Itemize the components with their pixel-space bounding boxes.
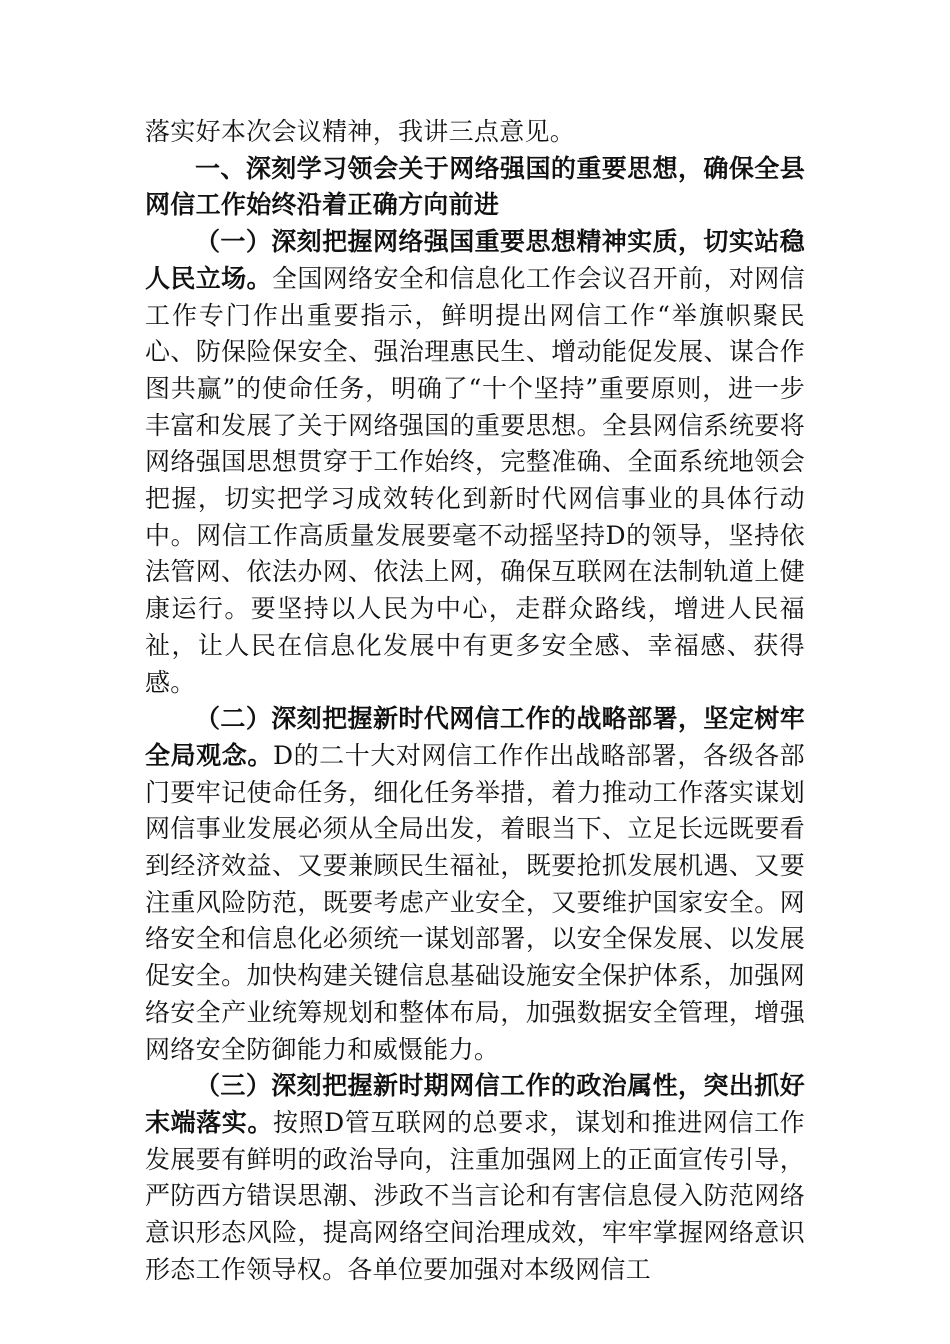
section-heading-1 — [145, 151, 805, 224]
subsection-2-paragraph — [145, 701, 805, 1068]
subsection-3-paragraph — [145, 1068, 805, 1288]
subsection-1-paragraph — [145, 224, 805, 701]
subsection-2-lead: （二）深刻把握新时代网信工作的战略部署，坚定树牢全局观念。 — [145, 704, 805, 770]
subsection-2-body: D的二十大对网信工作作出战略部署，各级各部门要牢记使命任务，细化任务举措，着力推动工作落实谋划网信事业发展必须从全局出发，着眼当下、立足长远既要看到经济效益、又要兼顾民生福祉，既要抢抓发展机遇、又要注重风险防范，既要考虑产业安全，又要维护国家安全。网络安全和信息化必须统一谋划部署，以安全保发展、以发展促安全。加快构建关键信息基础设施安全保护体系，加强网络安全产业统筹规划和整体布局，加强数据安全管理，增强网络安全防御能力和威慑能力。 — [145, 740, 805, 1064]
opening-paragraph — [145, 114, 805, 151]
document-body — [145, 114, 805, 1289]
section-heading-1-text: 一、深刻学习领会关于网络强国的重要思想，确保全县网信工作始终沿着正确方向前进 — [145, 153, 805, 220]
subsection-3-body: 按照D管互联网的总要求，谋划和推进网信工作发展要有鲜明的政治导向，注重加强网上的正面宣传引导，严防西方错误思潮、涉政不当言论和有害信息侵入防范网络意识形态风险，提高网络空间治理成效，牢牢掌握网络意识形态工作领导权。各单位要加强对本级网信工 — [145, 1107, 805, 1284]
opening-text: 落实好本次会议精神，我讲三点意见。 — [145, 117, 576, 146]
subsection-1-lead: （一）深刻把握网络强国重要思想精神实质，切实站稳人民立场。 — [145, 227, 805, 293]
subsection-1-body: 全国网络安全和信息化工作会议召开前，对网信工作专门作出重要指示，鲜明提出网信工作“举旗帜聚民心、防保险保安全、强治理惠民生、增动能促发展、谋合作图共赢”的使命任务，明确了“十个坚持”重要原则，进一步丰富和发展了关于网络强国的重要思想。全县网信系统要将网络强国思想贯穿于工作始终，完整准确、全面系统地领会把握，切实把学习成效转化到新时代网信事业的具体行动中。网信工作高质量发展要毫不动摇坚持D的领导，坚持依法管网、依法办网、依法上网，确保互联网在法制轨道上健康运行。要坚持以人民为中心，走群众路线，增进人民福祉，让人民在信息化发展中有更多安全感、幸福感、获得感。 — [145, 263, 805, 697]
subsection-3-lead: （三）深刻把握新时期网信工作的政治属性，突出抓好末端落实。 — [145, 1071, 805, 1137]
